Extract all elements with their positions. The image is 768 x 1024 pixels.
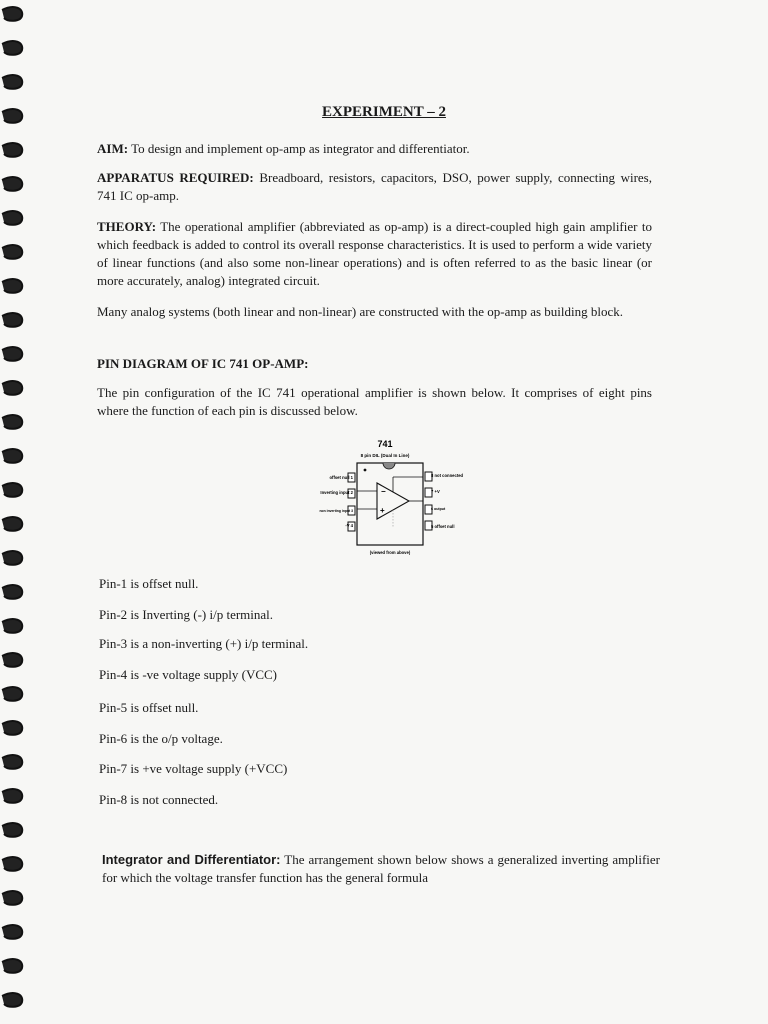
aim-label: AIM: (97, 141, 129, 156)
spiral-coil (2, 415, 22, 429)
pin-line-1: Pin-1 is offset null. (99, 576, 199, 591)
integrator-paragraph (102, 851, 660, 887)
ic-body (357, 463, 423, 545)
analog-text: Many analog systems (both linear and non-linear) are constructed with the op-amp as building block. (97, 304, 623, 319)
spiral-coil (2, 41, 22, 55)
spiral-coil (2, 449, 22, 463)
spiral-coil (2, 7, 22, 21)
pin-line-6: Pin-6 is the o/p voltage. (99, 731, 223, 746)
apparatus-text: Breadboard, resistors, capacitors, DSO, power supply, connecting wires, 741 IC op-amp. (97, 170, 652, 203)
theory-paragraph (97, 218, 652, 290)
integrator-label: Integrator and Differentiator: (102, 852, 281, 867)
spiral-coil (2, 619, 22, 633)
pin-heading-text: PIN DIAGRAM OF IC 741 OP-AMP: (97, 356, 309, 371)
right-pin-label-7: 7 +V (431, 489, 440, 494)
apparatus-label: APPARATUS REQUIRED: (97, 170, 254, 185)
plus-sign: + (380, 506, 385, 515)
spiral-coil (2, 75, 22, 89)
spiral-coil (2, 993, 22, 1007)
spiral-coil (2, 891, 22, 905)
ic-notch (383, 463, 395, 469)
spiral-coil (2, 959, 22, 973)
spiral-coil (2, 347, 22, 361)
left-pin-label-2: Inverting input 2 (320, 490, 353, 495)
spiral-coil (2, 653, 22, 667)
integrator-text: The arrangement shown below shows a generalized inverting amplifier for which the voltage transfer function has the general formula (102, 852, 660, 885)
left-pin-label-4: -V 4 (345, 523, 353, 528)
pin-line-4: Pin-4 is -ve voltage supply (VCC) (99, 667, 278, 682)
left-pin-label-1: offset null 1 (329, 475, 353, 480)
right-pin-label-6: 6 output (431, 507, 446, 511)
spiral-coil (2, 585, 22, 599)
spiral-coil (2, 755, 22, 769)
pin-line-7: Pin-7 is +ve voltage supply (+VCC) (99, 761, 288, 776)
minus-sign: − (381, 487, 386, 496)
pin-line-5: Pin-5 is offset null. (99, 700, 199, 715)
ic741-pin-diagram (285, 437, 485, 557)
apparatus-paragraph (97, 169, 652, 205)
aim-text: To design and implement op-amp as integrator and differentiator. (131, 141, 470, 156)
aim-paragraph (97, 140, 652, 158)
spiral-coil (2, 245, 22, 259)
pin-line-3: Pin-3 is a non-inverting (+) i/p terminal. (99, 636, 309, 651)
pin-heading (97, 355, 652, 373)
left-pin-label-3: non inverting input 3 (319, 509, 353, 513)
spiral-coil (2, 857, 22, 871)
spiral-coil (2, 823, 22, 837)
spiral-coil (2, 517, 22, 531)
analog-paragraph (97, 303, 652, 321)
spiral-coil (2, 177, 22, 191)
theory-text: The operational amplifier (abbreviated as op-amp) is a direct-coupled high gain amplifier to which feedback is added to control its overall response characteristics. It is used to perform a wide variety of linear functions (and also some non-linear operations) and is often referred to as the basic linear (or more accurately, analog) integrated circuit. (97, 219, 652, 288)
right-pin-label-8: 8 not connected (431, 473, 464, 478)
right-pin-label-5: 5 offset null (431, 524, 455, 529)
diagram-subtitle: 8 pin DIL (Dual In Line) (360, 453, 410, 458)
diagram-title: 741 (377, 439, 393, 449)
pin-line-8: Pin-8 is not connected. (99, 792, 219, 807)
spiral-coil (2, 551, 22, 565)
pin-intro-text: The pin configuration of the IC 741 operational amplifier is shown below. It comprises of eight pins where the function of each pin is discussed below. (97, 385, 652, 418)
spiral-coil (2, 381, 22, 395)
spiral-coil (2, 211, 22, 225)
theory-label: THEORY: (97, 219, 157, 234)
page-title: EXPERIMENT – 2 (322, 104, 446, 120)
pin-intro-paragraph (97, 384, 652, 420)
pin-line-2: Pin-2 is Inverting (-) i/p terminal. (99, 607, 274, 622)
spiral-coil (2, 279, 22, 293)
diagram-caption: (viewed from above) (369, 550, 411, 555)
spiral-coil (2, 687, 22, 701)
spiral-coil (2, 313, 22, 327)
spiral-coil (2, 721, 22, 735)
spiral-binding (0, 0, 40, 1024)
spiral-coil (2, 143, 22, 157)
spiral-coil (2, 925, 22, 939)
spiral-coil (2, 789, 22, 803)
spiral-coil (2, 483, 22, 497)
pin1-dot (364, 469, 367, 472)
